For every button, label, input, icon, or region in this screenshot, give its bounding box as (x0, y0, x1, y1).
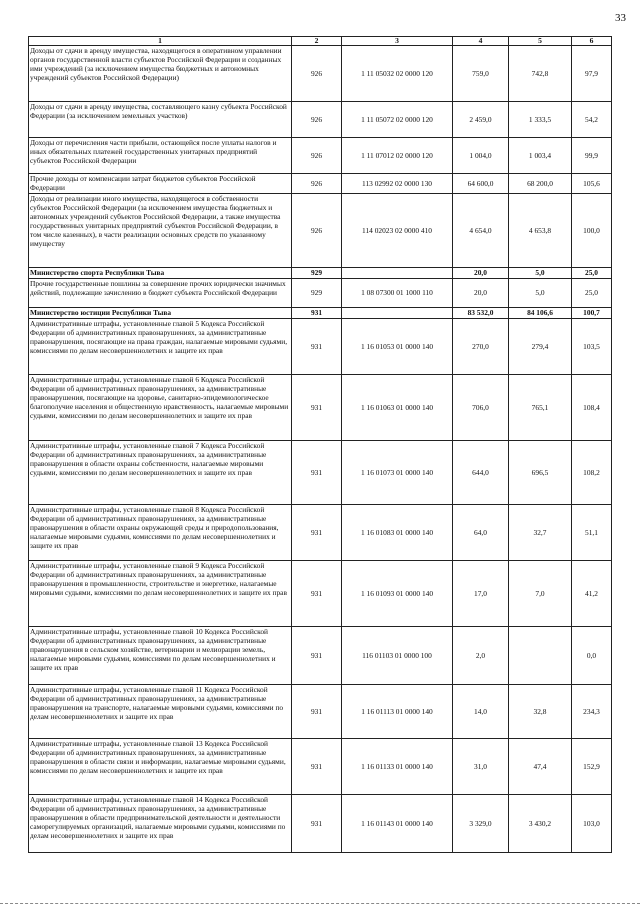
admin-code-cell: 931 (292, 795, 342, 853)
column-number-row (29, 37, 612, 46)
actual-amount-cell: 765,1 (509, 375, 572, 441)
planned-amount-cell: 14,0 (453, 685, 509, 739)
column-number: 6 (572, 37, 612, 46)
execution-percent-cell: 103,5 (572, 319, 612, 375)
actual-amount-cell: 47,4 (509, 739, 572, 795)
budget-classification-code-cell: 113 02992 02 0000 130 (342, 174, 453, 194)
execution-percent-cell: 152,9 (572, 739, 612, 795)
admin-code-cell: 931 (292, 441, 342, 505)
planned-amount-cell: 1 004,0 (453, 138, 509, 174)
planned-amount-cell: 31,0 (453, 739, 509, 795)
admin-code-cell: 931 (292, 308, 342, 319)
budget-revenue-table (28, 36, 612, 853)
table-row (29, 174, 612, 194)
table-row (29, 46, 612, 102)
execution-percent-cell: 99,9 (572, 138, 612, 174)
execution-percent-cell: 108,4 (572, 375, 612, 441)
planned-amount-cell: 83 532,0 (453, 308, 509, 319)
actual-amount-cell: 7,0 (509, 561, 572, 627)
revenue-name-cell: Доходы от сдачи в аренду имущества, составляющего казну субъекта Российской Федерации (за исключением земельных участков) (29, 102, 292, 138)
admin-code-cell: 926 (292, 174, 342, 194)
execution-percent-cell: 103,0 (572, 795, 612, 853)
execution-percent-cell: 51,1 (572, 505, 612, 561)
execution-percent-cell: 41,2 (572, 561, 612, 627)
budget-classification-code-cell: 1 16 01143 01 0000 140 (342, 795, 453, 853)
execution-percent-cell: 54,2 (572, 102, 612, 138)
admin-code-cell: 931 (292, 319, 342, 375)
revenue-name-cell: Министерство спорта Республики Тыва (29, 268, 292, 279)
table-row (29, 627, 612, 685)
revenue-name-cell: Административные штрафы, установленные главой 10 Кодекса Российской Федерации об административных правонарушениях, за административные правонарушения в сельском хозяйстве, ветеринарии и мелиорации земель, налагаемые мировыми судьями, комиссиями по делам несовершеннолетних и защите их прав (29, 627, 292, 685)
budget-classification-code-cell: 1 11 05032 02 0000 120 (342, 46, 453, 102)
budget-classification-code-cell (342, 268, 453, 279)
admin-code-cell: 926 (292, 138, 342, 174)
budget-classification-code-cell: 114 02023 02 0000 410 (342, 194, 453, 268)
budget-classification-code-cell: 1 16 01083 01 0000 140 (342, 505, 453, 561)
planned-amount-cell: 706,0 (453, 375, 509, 441)
ministry-row (29, 268, 612, 279)
revenue-name-cell: Административные штрафы, установленные главой 14 Кодекса Российской Федерации об административных правонарушениях, за административные правонарушения в области предпринимательской деятельности и деятельности саморегулируемых организаций, налагаемые мировыми судьями, комиссиями по делам несовершеннолетних и защите их прав (29, 795, 292, 853)
actual-amount-cell: 696,5 (509, 441, 572, 505)
planned-amount-cell: 20,0 (453, 279, 509, 308)
actual-amount-cell: 32,8 (509, 685, 572, 739)
execution-percent-cell: 100,0 (572, 194, 612, 268)
actual-amount-cell: 279,4 (509, 319, 572, 375)
table-row (29, 441, 612, 505)
table-row (29, 279, 612, 308)
table-body (29, 37, 612, 853)
ministry-row (29, 308, 612, 319)
page-bottom-rule (0, 903, 640, 905)
execution-percent-cell: 234,3 (572, 685, 612, 739)
execution-percent-cell: 105,6 (572, 174, 612, 194)
admin-code-cell: 926 (292, 102, 342, 138)
table-row (29, 194, 612, 268)
planned-amount-cell: 759,0 (453, 46, 509, 102)
admin-code-cell: 926 (292, 194, 342, 268)
table-row (29, 739, 612, 795)
column-number: 5 (509, 37, 572, 46)
budget-classification-code-cell: 1 08 07300 01 1000 110 (342, 279, 453, 308)
budget-classification-code-cell: 1 16 01093 01 0000 140 (342, 561, 453, 627)
revenue-name-cell: Административные штрафы, установленные главой 9 Кодекса Российской Федерации об административных правонарушениях, за административные правонарушения в промышленности, строительстве и энергетике, налагаемые мировыми судьями, комиссиями по делам несовершеннолетних и защите их прав (29, 561, 292, 627)
execution-percent-cell: 0,0 (572, 627, 612, 685)
page-number: 33 (615, 12, 626, 24)
table-row (29, 795, 612, 853)
revenue-name-cell: Административные штрафы, установленные главой 11 Кодекса Российской Федерации об административных правонарушениях, за административные правонарушения на транспорте, налагаемые мировыми судьями, комиссиями по делам несовершеннолетних и защите их прав (29, 685, 292, 739)
admin-code-cell: 931 (292, 561, 342, 627)
execution-percent-cell: 25,0 (572, 279, 612, 308)
execution-percent-cell: 97,9 (572, 46, 612, 102)
planned-amount-cell: 270,0 (453, 319, 509, 375)
revenue-name-cell: Административные штрафы, установленные главой 5 Кодекса Российской Федерации об административных правонарушениях, за административные правонарушения, посягающие на права граждан, налагаемые мировыми судьями, комиссиями по делам несовершеннолетних и защите их прав (29, 319, 292, 375)
revenue-name-cell: Административные штрафы, установленные главой 8 Кодекса Российской Федерации об административных правонарушениях, за административные правонарушения в области охраны окружающей среды и природопользования, налагаемые мировыми судьями, комиссиями по делам несовершеннолетних и защите их прав (29, 505, 292, 561)
actual-amount-cell: 68 200,0 (509, 174, 572, 194)
admin-code-cell: 929 (292, 279, 342, 308)
budget-classification-code-cell: 1 16 01133 01 0000 140 (342, 739, 453, 795)
actual-amount-cell: 5,0 (509, 279, 572, 308)
actual-amount-cell: 5,0 (509, 268, 572, 279)
planned-amount-cell: 64 600,0 (453, 174, 509, 194)
revenue-name-cell: Доходы от реализации иного имущества, находящегося в собственности субъектов Российской Федерации (за исключением имущества бюджетных и автономных учреждений субъектов Российской Федерации, а также имущества государственных унитарных предприятий субъектов Российской Федерации, в том числе казенных), в части реализации основных средств по указанному имуществу (29, 194, 292, 268)
admin-code-cell: 926 (292, 46, 342, 102)
actual-amount-cell: 84 106,6 (509, 308, 572, 319)
actual-amount-cell: 3 430,2 (509, 795, 572, 853)
planned-amount-cell: 4 654,0 (453, 194, 509, 268)
revenue-name-cell: Административные штрафы, установленные главой 13 Кодекса Российской Федерации об административных правонарушениях, за административные правонарушения в области связи и информации, налагаемые мировыми судьями, комиссиями по делам несовершеннолетних и защите их прав (29, 739, 292, 795)
planned-amount-cell: 3 329,0 (453, 795, 509, 853)
actual-amount-cell: 4 653,8 (509, 194, 572, 268)
revenue-name-cell: Прочие государственные пошлины за совершение прочих юридически значимых действий, подлежащие зачислению в бюджет субъекта Российской Федерации (29, 279, 292, 308)
column-number: 2 (292, 37, 342, 46)
table-row (29, 138, 612, 174)
planned-amount-cell: 2 459,0 (453, 102, 509, 138)
execution-percent-cell: 100,7 (572, 308, 612, 319)
budget-classification-code-cell: 116 01103 01 0000 100 (342, 627, 453, 685)
admin-code-cell: 931 (292, 505, 342, 561)
budget-classification-code-cell: 1 16 01073 01 0000 140 (342, 441, 453, 505)
revenue-name-cell: Доходы от перечисления части прибыли, остающейся после уплаты налогов и иных обязательных платежей государственных унитарных предприятий субъектов Российской Федерации (29, 138, 292, 174)
planned-amount-cell: 644,0 (453, 441, 509, 505)
admin-code-cell: 931 (292, 375, 342, 441)
table-row (29, 319, 612, 375)
table-row (29, 561, 612, 627)
budget-classification-code-cell: 1 11 05072 02 0000 120 (342, 102, 453, 138)
revenue-name-cell: Министерство юстиции Республики Тыва (29, 308, 292, 319)
column-number: 4 (453, 37, 509, 46)
revenue-name-cell: Административные штрафы, установленные главой 7 Кодекса Российской Федерации об административных правонарушениях, за административные правонарушения в области охраны собственности, налагаемые мировыми судьями, комиссиями по делам несовершеннолетних и защите их прав (29, 441, 292, 505)
actual-amount-cell: 742,8 (509, 46, 572, 102)
column-number: 3 (342, 37, 453, 46)
planned-amount-cell: 20,0 (453, 268, 509, 279)
actual-amount-cell (509, 627, 572, 685)
execution-percent-cell: 25,0 (572, 268, 612, 279)
table-row (29, 685, 612, 739)
admin-code-cell: 931 (292, 685, 342, 739)
budget-classification-code-cell: 1 16 01113 01 0000 140 (342, 685, 453, 739)
admin-code-cell: 931 (292, 739, 342, 795)
actual-amount-cell: 32,7 (509, 505, 572, 561)
budget-classification-code-cell (342, 308, 453, 319)
table-row (29, 375, 612, 441)
revenue-name-cell: Прочие доходы от компенсации затрат бюджетов субъектов Российской Федерации (29, 174, 292, 194)
budget-classification-code-cell: 1 16 01063 01 0000 140 (342, 375, 453, 441)
planned-amount-cell: 17,0 (453, 561, 509, 627)
planned-amount-cell: 64,0 (453, 505, 509, 561)
admin-code-cell: 929 (292, 268, 342, 279)
column-number: 1 (29, 37, 292, 46)
planned-amount-cell: 2,0 (453, 627, 509, 685)
revenue-name-cell: Административные штрафы, установленные главой 6 Кодекса Российской Федерации об административных правонарушениях, за административные правонарушения, посягающие на здоровье, санитарно-эпидемиологическое благополучие населения и общественную нравственность, налагаемые мировыми судьями, комиссиями по делам несовершеннолетних и защите их прав (29, 375, 292, 441)
table-row (29, 505, 612, 561)
budget-classification-code-cell: 1 16 01053 01 0000 140 (342, 319, 453, 375)
execution-percent-cell: 108,2 (572, 441, 612, 505)
actual-amount-cell: 1 333,5 (509, 102, 572, 138)
admin-code-cell: 931 (292, 627, 342, 685)
table-row (29, 102, 612, 138)
actual-amount-cell: 1 003,4 (509, 138, 572, 174)
budget-classification-code-cell: 1 11 07012 02 0000 120 (342, 138, 453, 174)
revenue-name-cell: Доходы от сдачи в аренду имущества, находящегося в оперативном управлении органов государственной власти субъектов Российской Федерации и созданных ими учреждений (за исключением имущества бюджетных и автономных учреждений субъектов Российской Федерации) (29, 46, 292, 102)
